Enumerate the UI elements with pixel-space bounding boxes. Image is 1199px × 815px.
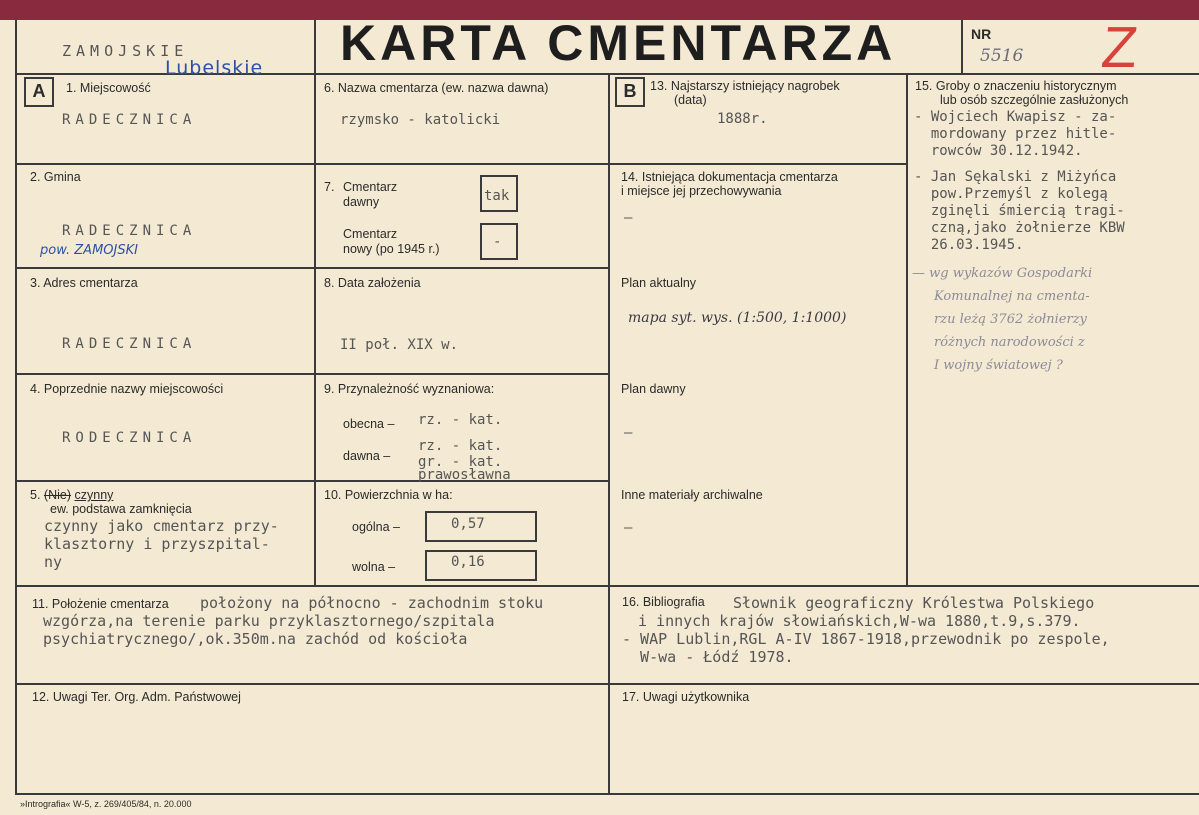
field-4-label: 4. Poprzednie nazwy miejscowości bbox=[30, 382, 224, 396]
print-footer: »Intrografia« W-5, z. 269/405/84, n. 20.000 bbox=[20, 799, 192, 809]
row-line-4 bbox=[15, 480, 608, 482]
page-title: KARTA CMENTARZA bbox=[340, 15, 897, 71]
field-2-value: RADECZNICA bbox=[62, 223, 197, 239]
grave-entry-2-line-2: pow.Przemyśl z kolegą bbox=[914, 186, 1108, 202]
field-1-label: 1. Miejscowość bbox=[66, 81, 151, 95]
field-13-label-2: (data) bbox=[674, 93, 707, 107]
field-9-dawna-label: dawna – bbox=[343, 449, 391, 463]
field-8-label: 8. Data założenia bbox=[324, 276, 421, 290]
col-divider-1 bbox=[314, 20, 316, 585]
plan-aktualny-value: mapa syt. wys. (1:500, 1:1000) bbox=[628, 310, 847, 326]
bibliography-line-4: W-wa - Łódź 1978. bbox=[622, 648, 794, 666]
row-line-b1 bbox=[608, 163, 906, 165]
plan-dawny-label: Plan dawny bbox=[621, 382, 686, 396]
field-5-sublabel: ew. podstawa zamknięcia bbox=[50, 502, 192, 516]
field-5-line-2: klasztorny i przyszpital- bbox=[44, 535, 270, 553]
field-2-handnote: pow. ZAMOJSKI bbox=[40, 243, 138, 258]
field-7-nowy-label-2: nowy (po 1945 r.) bbox=[343, 242, 440, 256]
field-15-label-2: lub osób szczególnie zasłużonych bbox=[940, 93, 1129, 107]
hand-note-line-3: rzu leżą 3762 żołnierzy bbox=[934, 312, 1087, 327]
row-line-5 bbox=[15, 585, 1199, 587]
field-14-label-2: i miejsce jej przechowywania bbox=[621, 184, 782, 198]
field-9-dawna-value-1: rz. - kat. bbox=[418, 438, 503, 454]
section-a-marker: A bbox=[24, 77, 54, 107]
hand-note-line-1: — wg wykazów Gospodarki bbox=[912, 266, 1093, 281]
field-10-wolna-value: 0,16 bbox=[451, 554, 485, 570]
field-9-dawna-value-3: prawosławna bbox=[418, 467, 511, 483]
field-11-line-3: psychiatrycznego/,ok.350m.na zachód od kościoła bbox=[43, 630, 468, 648]
field-11-line-2: wzgórza,na terenie parku przyklasztornego/szpitala bbox=[43, 612, 495, 630]
nr-label: NR bbox=[971, 26, 992, 42]
field-5-line-1: czynny jako cmentarz przy- bbox=[44, 517, 279, 535]
field-7-dawny-label-1: Cmentarz bbox=[343, 180, 398, 194]
grave-entry-2-line-4: czną,jako żołnierze KBW bbox=[914, 220, 1125, 236]
field-9-label: 9. Przynależność wyznaniowa: bbox=[324, 382, 495, 396]
inne-materialy-label: Inne materiały archiwalne bbox=[621, 488, 763, 502]
field-14-label-1: 14. Istniejąca dokumentacja cmentarza bbox=[621, 170, 838, 184]
field-4-value: RODECZNICA bbox=[62, 430, 197, 446]
nr-value: 5516 bbox=[980, 46, 1024, 66]
field-7-dawny-label-2: dawny bbox=[343, 195, 380, 209]
field-9-obecna-label: obecna – bbox=[343, 417, 395, 431]
field-8-value: II poł. XIX w. bbox=[340, 337, 459, 353]
field-10-ogolna-value: 0,57 bbox=[451, 516, 485, 532]
field-10-label: 10. Powierzchnia w ha: bbox=[324, 488, 453, 502]
corner-mark: Z bbox=[1098, 15, 1141, 80]
field-10-wolna-label: wolna – bbox=[352, 560, 396, 574]
field-7-number: 7. bbox=[324, 180, 335, 194]
outer-left-border bbox=[15, 20, 17, 795]
field-11-label: 11. Położenie cmentarza bbox=[32, 597, 169, 611]
row-line-6 bbox=[15, 683, 1199, 685]
field-17-label: 17. Uwagi użytkownika bbox=[622, 690, 750, 704]
grave-entry-1-line-1: - Wojciech Kwapisz - za- bbox=[914, 109, 1117, 125]
bibliography-line-1: Słownik geograficzny Królestwa Polskiego bbox=[733, 594, 1095, 612]
field-15-label-1: 15. Groby o znaczeniu historycznym bbox=[915, 79, 1117, 93]
bibliography-line-3: - WAP Lublin,RGL A-IV 1867-1918,przewodnik po zespole, bbox=[622, 630, 1110, 648]
field-5-struck-word: (Nie) bbox=[43, 488, 72, 502]
outer-bottom-border bbox=[15, 793, 1199, 795]
region-stamp: Lubelskie bbox=[165, 57, 264, 79]
field-11-line-1: położony na północno - zachodnim stoku bbox=[200, 594, 544, 612]
grave-entry-2-line-5: 26.03.1945. bbox=[914, 237, 1024, 253]
field-10-ogolna-label: ogólna – bbox=[352, 520, 400, 534]
region-name: ZAMOJSKIE bbox=[62, 42, 189, 60]
field-13-value: 1888r. bbox=[717, 111, 768, 127]
field-7-nowy-label-1: Cmentarz bbox=[343, 227, 398, 241]
col-divider-3 bbox=[906, 73, 908, 585]
field-12-label: 12. Uwagi Ter. Org. Adm. Państwowej bbox=[32, 690, 241, 704]
field-5-label bbox=[30, 488, 113, 502]
row-line-2 bbox=[15, 267, 608, 269]
row-line-3 bbox=[15, 373, 608, 375]
field-5-number: 5. bbox=[30, 488, 41, 502]
field-3-label: 3. Adres cmentarza bbox=[30, 276, 138, 290]
hand-note-line-5: I wojny światowej ? bbox=[934, 358, 1063, 373]
bibliography-line-2: i innych krajów słowiańskich,W-wa 1880,t.9,s.379. bbox=[638, 612, 1081, 630]
field-7-nowy-value: - bbox=[493, 234, 502, 250]
field-5-line-3: ny bbox=[44, 553, 63, 571]
grave-entry-2-line-1: - Jan Sękalski z Miżyńca bbox=[914, 169, 1117, 185]
grave-entry-1-line-2: mordowany przez hitle- bbox=[914, 126, 1117, 142]
plan-aktualny-label: Plan aktualny bbox=[621, 276, 697, 290]
hand-note-line-4: różnych narodowości z bbox=[934, 335, 1085, 350]
row-line-1 bbox=[15, 163, 608, 165]
hand-note-line-2: Komunalnej na cmenta- bbox=[934, 289, 1090, 304]
field-3-value: RADECZNICA bbox=[62, 336, 197, 352]
field-16-label: 16. Bibliografia bbox=[622, 595, 705, 609]
field-2-label: 2. Gmina bbox=[30, 170, 81, 184]
nr-divider bbox=[961, 20, 963, 73]
field-6-value: rzymsko - katolicki bbox=[340, 112, 501, 128]
field-9-dawna-value-2: gr. - kat. bbox=[418, 454, 503, 470]
inne-materialy-value: – bbox=[624, 520, 633, 536]
field-5-active-word: czynny bbox=[74, 488, 114, 502]
field-1-value: RADECZNICA bbox=[62, 112, 197, 128]
section-b-marker: B bbox=[615, 77, 645, 107]
plan-dawny-value: – bbox=[624, 425, 633, 441]
col-divider-2 bbox=[608, 73, 610, 795]
field-9-obecna-value: rz. - kat. bbox=[418, 412, 503, 428]
field-7-dawny-value: tak bbox=[484, 188, 510, 204]
grave-entry-1-line-3: rowców 30.12.1942. bbox=[914, 143, 1083, 159]
field-6-label: 6. Nazwa cmentarza (ew. nazwa dawna) bbox=[324, 81, 549, 95]
field-13-label-1: 13. Najstarszy istniejący nagrobek bbox=[650, 79, 840, 93]
field-14-value: – bbox=[624, 210, 633, 226]
grave-entry-2-line-3: zginęli śmiercią tragi- bbox=[914, 203, 1125, 219]
